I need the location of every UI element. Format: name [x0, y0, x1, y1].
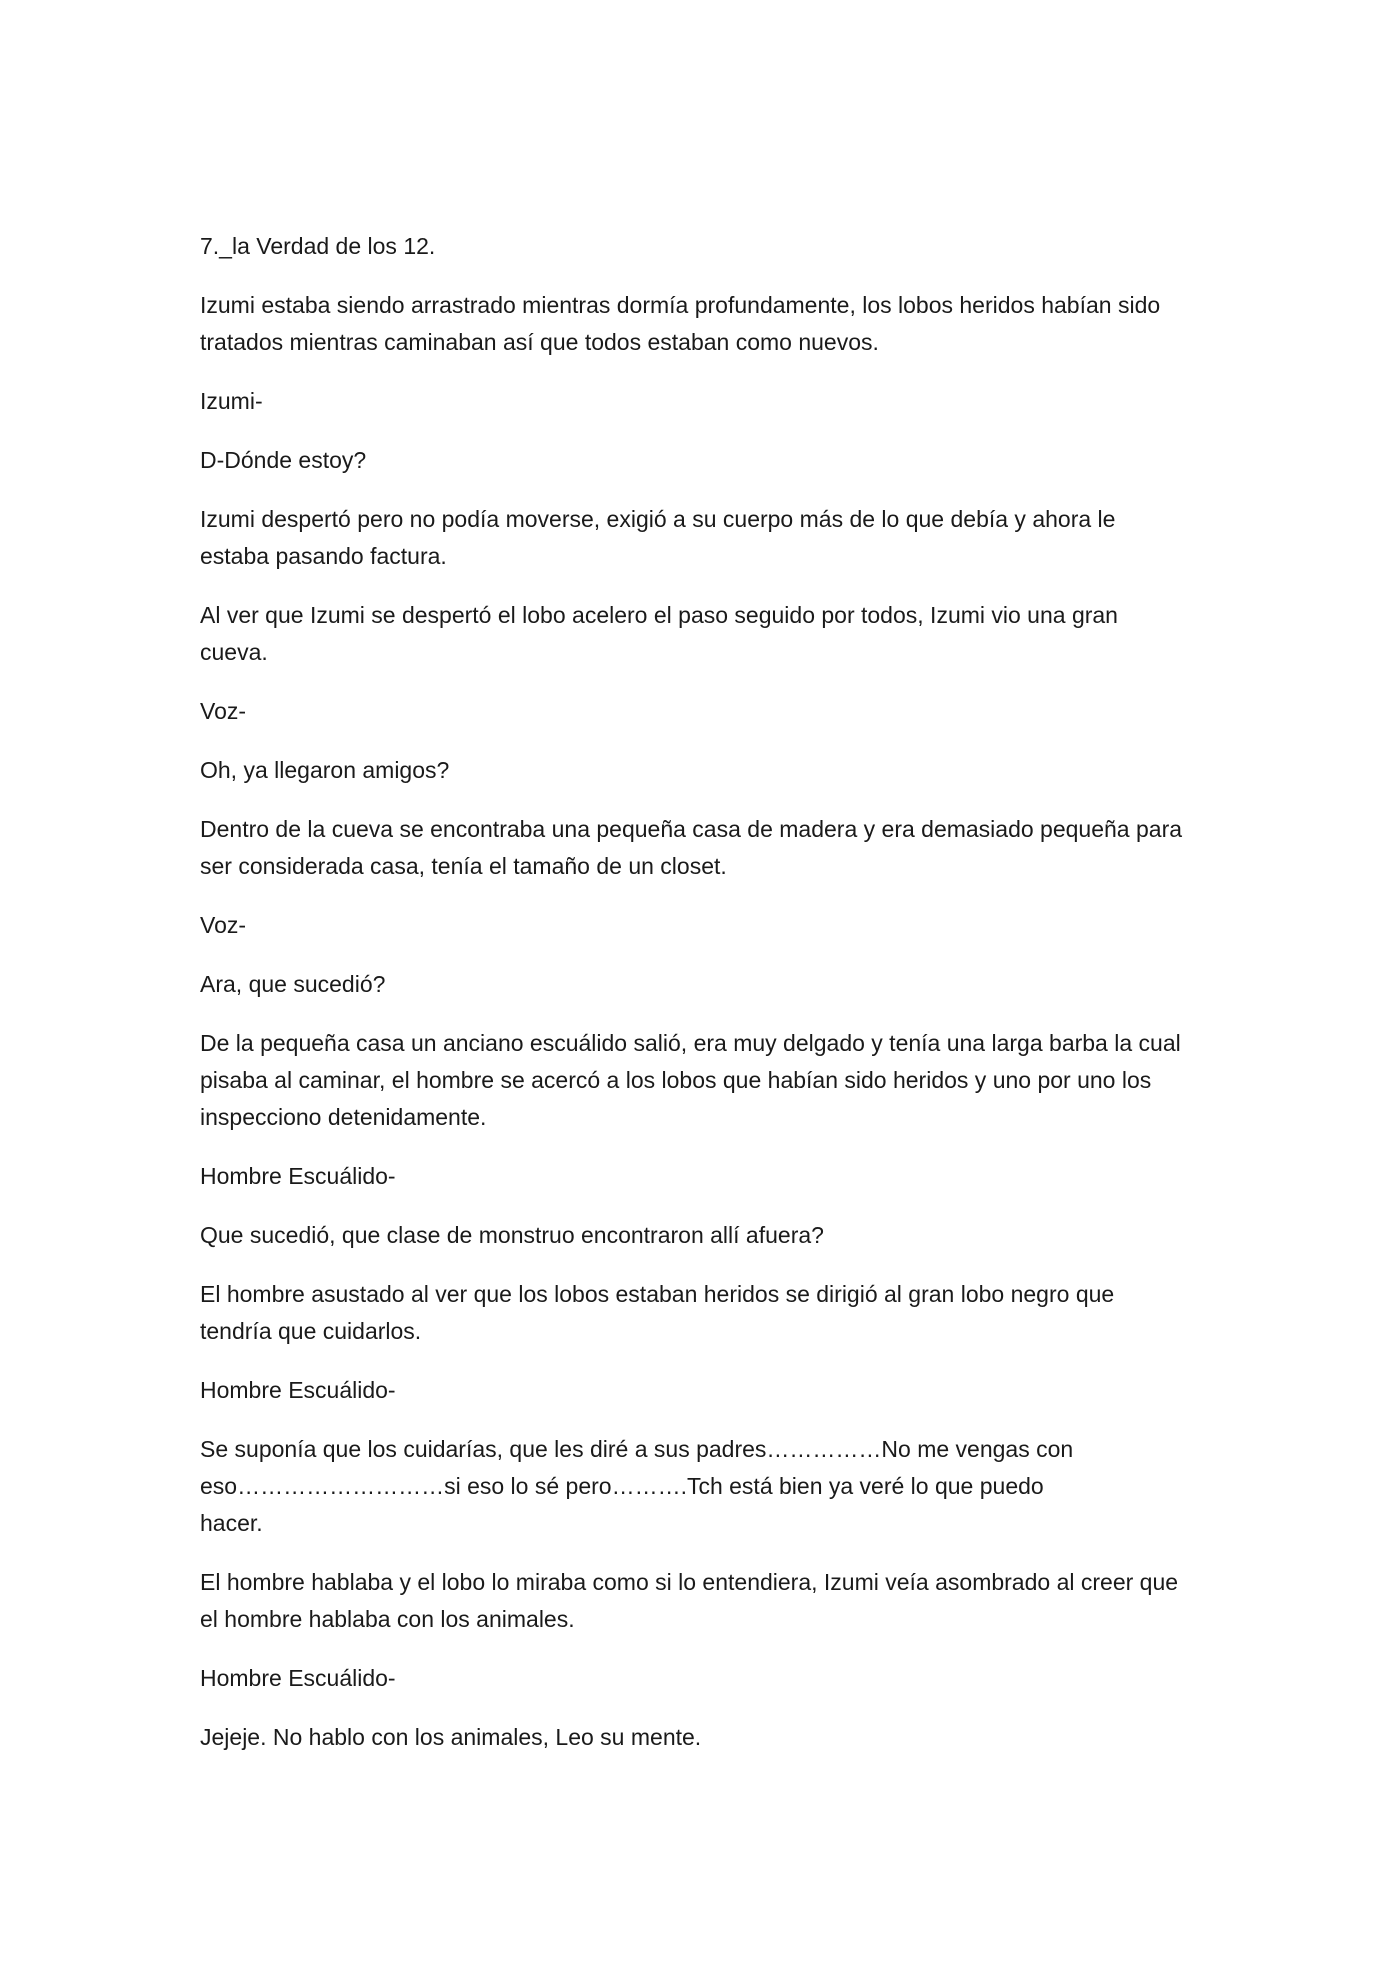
speaker-label: Hombre Escuálido- [200, 1665, 396, 1691]
dialogue-line: Ara, que sucedió? [200, 971, 386, 997]
speaker-label: Hombre Escuálido- [200, 1377, 396, 1403]
speaker-label: Izumi- [200, 388, 263, 414]
dialogue-line: Jejeje. No hablo con los animales, Leo su mente. [200, 1724, 702, 1750]
chapter-title: 7._la Verdad de los 12. [200, 233, 436, 259]
dialogue-line: Que sucedió, que clase de monstruo encontraron allí afuera? [200, 1222, 824, 1248]
paragraph: Al ver que Izumi se despertó el lobo acelero el paso seguido por todos, Izumi vio una gran cueva. [200, 602, 1118, 665]
dialogue-line: Oh, ya llegaron amigos? [200, 757, 450, 783]
paragraph: Izumi despertó pero no podía moverse, exigió a su cuerpo más de lo que debía y ahora le estaba pasando factura. [200, 506, 1116, 569]
dialogue-line: D-Dónde estoy? [200, 447, 367, 473]
speaker-label: Voz- [200, 698, 247, 724]
dialogue-line: Se suponía que los cuidarías, que les diré a sus padres……………No me vengas con eso………………………si eso lo sé pero……….Tch está bien ya veré lo que puedo hacer. [200, 1436, 1074, 1536]
paragraph: Izumi estaba siendo arrastrado mientras dormía profundamente, los lobos heridos habían sido tratados mientras caminaban así que todos estaban como nuevos. [200, 292, 1161, 355]
speaker-label: Hombre Escuálido- [200, 1163, 396, 1189]
paragraph: El hombre asustado al ver que los lobos estaban heridos se dirigió al gran lobo negro que tendría que cuidarlos. [200, 1281, 1115, 1344]
paragraph: El hombre hablaba y el lobo lo miraba como si lo entendiera, Izumi veía asombrado al creer que el hombre hablaba con los animales. [200, 1569, 1179, 1632]
speaker-label: Voz- [200, 912, 247, 938]
paragraph: De la pequeña casa un anciano escuálido salió, era muy delgado y tenía una larga barba la cual pisaba al caminar, el hombre se acercó a los lobos que habían sido heridos y uno por uno los inspecciono detenidamente. [200, 1030, 1181, 1130]
document-body [200, 228, 1210, 1778]
paragraph: Dentro de la cueva se encontraba una pequeña casa de madera y era demasiado pequeña para ser considerada casa, tenía el tamaño de un closet. [200, 816, 1183, 879]
